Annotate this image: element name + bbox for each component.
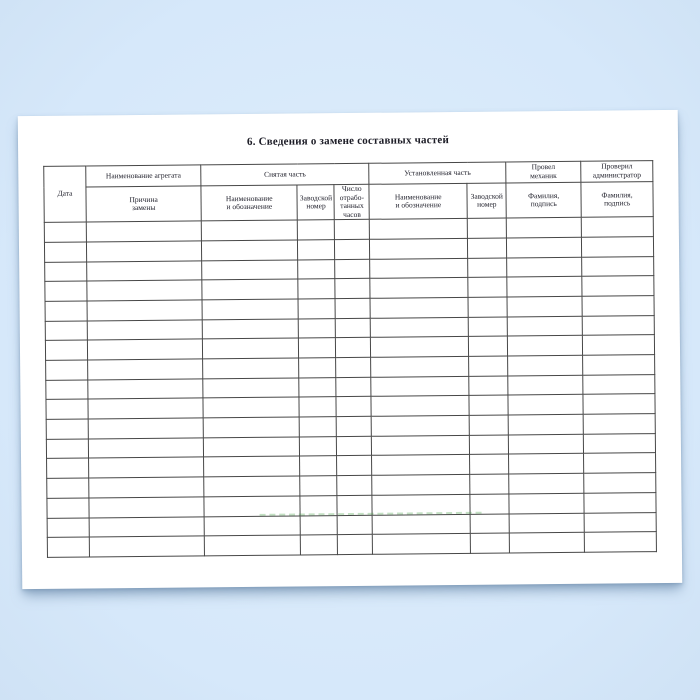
empty-cell [299, 358, 336, 378]
empty-cell [203, 378, 299, 399]
empty-cell [371, 376, 469, 397]
empty-cell [369, 219, 467, 240]
empty-cell [298, 279, 335, 299]
empty-cell [45, 281, 87, 301]
empty-cell [300, 476, 337, 496]
empty-cell [301, 535, 338, 555]
empty-cell [582, 335, 654, 355]
empty-cell [470, 435, 509, 455]
empty-cell [583, 433, 655, 453]
empty-cell [45, 340, 87, 360]
empty-cell [470, 513, 509, 533]
empty-cell [508, 355, 583, 375]
empty-cell [371, 356, 469, 377]
empty-cell [335, 219, 370, 239]
empty-cell [204, 456, 300, 477]
empty-cell [203, 358, 299, 379]
empty-cell [45, 262, 87, 282]
empty-cell [47, 478, 89, 498]
empty-cell [583, 414, 655, 434]
empty-cell [337, 456, 372, 476]
empty-cell [45, 321, 87, 341]
header-installed-part-group: Установленная часть [369, 162, 506, 184]
empty-cell [336, 338, 371, 358]
empty-cell [47, 518, 89, 538]
empty-cell [584, 532, 656, 552]
empty-cell [337, 475, 372, 495]
empty-cell [87, 339, 202, 360]
empty-cell [371, 396, 469, 417]
empty-cell [89, 477, 204, 498]
empty-cell [300, 495, 337, 515]
empty-cell [87, 260, 202, 281]
table-header [44, 161, 654, 223]
empty-cell [89, 516, 204, 537]
empty-cell [372, 455, 470, 476]
empty-cell [204, 515, 300, 536]
header-installed-factory-number: Заводской номер [467, 183, 506, 219]
empty-cell [508, 375, 583, 395]
empty-cell [336, 318, 371, 338]
empty-cell [467, 218, 506, 238]
page-title: 6. Сведения о замене составных частей [246, 134, 450, 148]
empty-cell [370, 238, 468, 259]
empty-cell [583, 374, 655, 394]
empty-cell [47, 537, 89, 557]
empty-cell [299, 377, 336, 397]
empty-cell [44, 242, 86, 262]
empty-cell [46, 419, 88, 439]
document-page [18, 110, 683, 589]
empty-cell [204, 535, 300, 556]
empty-cell [203, 397, 299, 418]
empty-cell [299, 338, 336, 358]
empty-cell [508, 336, 583, 356]
empty-cell [582, 256, 654, 276]
header-removed-factory-number: Заводской номер [297, 185, 334, 221]
empty-cell [337, 416, 372, 436]
empty-cell [88, 398, 203, 419]
empty-cell [87, 320, 202, 341]
header-reason: Причина замены [86, 186, 201, 222]
empty-cell [507, 277, 582, 297]
empty-cell [46, 360, 88, 380]
header-hours-worked: Число отрабо- танных часов [334, 184, 369, 220]
empty-cell [298, 220, 335, 240]
empty-cell [507, 316, 582, 336]
empty-cell [47, 498, 89, 518]
empty-cell [88, 359, 203, 380]
empty-cell [88, 418, 203, 439]
empty-cell [507, 296, 582, 316]
empty-cell [338, 534, 373, 554]
empty-cell [202, 240, 298, 261]
empty-cell [46, 380, 88, 400]
empty-cell [584, 512, 656, 532]
empty-cell [470, 474, 509, 494]
empty-cell [338, 515, 373, 535]
empty-cell [336, 377, 371, 397]
empty-cell [370, 258, 468, 279]
empty-cell [509, 473, 584, 493]
empty-cell [88, 379, 203, 400]
empty-cell [203, 417, 299, 438]
empty-cell [300, 515, 337, 535]
empty-cell [468, 258, 507, 278]
header-aggregate-name: Наименование агрегата [86, 165, 201, 187]
empty-cell [89, 536, 204, 557]
empty-cell [201, 220, 297, 241]
empty-cell [372, 534, 470, 555]
header-removed-part-group: Снятая часть [201, 163, 369, 186]
empty-cell [506, 217, 581, 237]
empty-cell [507, 237, 582, 257]
empty-cell [470, 494, 509, 514]
empty-cell [336, 357, 371, 377]
empty-cell [203, 338, 299, 359]
empty-cell [337, 436, 372, 456]
empty-cell [583, 394, 655, 414]
empty-cell [337, 495, 372, 515]
empty-cell [47, 458, 89, 478]
empty-cell [86, 241, 201, 262]
empty-cell [468, 297, 507, 317]
empty-cell [335, 279, 370, 299]
empty-cell [372, 494, 470, 515]
empty-cell [372, 514, 470, 535]
empty-cell [468, 317, 507, 337]
empty-cell [370, 297, 468, 318]
empty-cell [509, 434, 584, 454]
empty-cell [509, 493, 584, 513]
header-row-2 [44, 182, 653, 223]
empty-cell [584, 453, 656, 473]
empty-cell [509, 513, 584, 533]
empty-cell [202, 299, 298, 320]
empty-cell [470, 454, 509, 474]
empty-cell [298, 259, 335, 279]
empty-cell [89, 457, 204, 478]
empty-cell [298, 299, 335, 319]
replacement-parts-table [43, 160, 657, 558]
empty-cell [203, 437, 299, 458]
empty-cell [370, 317, 468, 338]
empty-cell [299, 417, 336, 437]
empty-cell [335, 259, 370, 279]
empty-cell [300, 436, 337, 456]
empty-cell [335, 239, 370, 259]
empty-cell [581, 217, 653, 237]
empty-cell [299, 318, 336, 338]
empty-cell [299, 397, 336, 417]
empty-cell [300, 456, 337, 476]
empty-cell [86, 221, 201, 242]
empty-cell [46, 439, 88, 459]
empty-cell [372, 474, 470, 495]
header-administrator-group: Проверил администратор [581, 161, 653, 183]
header-mechanic-group: Провел механик [506, 161, 581, 183]
empty-cell [507, 257, 582, 277]
empty-cell [87, 300, 202, 321]
header-removed-name: Наименование и обозначение [201, 185, 298, 221]
empty-cell [469, 415, 508, 435]
empty-cell [202, 260, 298, 281]
form-table-body [44, 217, 656, 558]
empty-cell [469, 336, 508, 356]
empty-cell [582, 296, 654, 316]
empty-cell [469, 376, 508, 396]
empty-cell [509, 532, 584, 552]
empty-cell [336, 397, 371, 417]
header-installed-name: Наименование и обозначение [369, 183, 467, 219]
empty-cell [584, 492, 656, 512]
empty-cell [335, 298, 370, 318]
empty-cell [45, 301, 87, 321]
empty-cell [298, 240, 335, 260]
empty-cell [46, 399, 88, 419]
empty-cell [371, 337, 469, 358]
empty-cell [44, 222, 86, 242]
empty-cell [470, 533, 509, 553]
empty-cell [509, 454, 584, 474]
empty-cell [370, 278, 468, 299]
header-date: Дата [44, 166, 87, 223]
empty-cell [508, 414, 583, 434]
header-administrator-signature: Фамилия, подпись [581, 182, 653, 218]
header-mechanic-signature: Фамилия, подпись [506, 182, 581, 218]
empty-cell [583, 355, 655, 375]
empty-cell [469, 356, 508, 376]
empty-cell [202, 279, 298, 300]
empty-cell [582, 276, 654, 296]
empty-cell [204, 476, 300, 497]
empty-cell [508, 395, 583, 415]
empty-cell [468, 277, 507, 297]
empty-cell [582, 315, 654, 335]
empty-cell [469, 395, 508, 415]
empty-cell [584, 473, 656, 493]
empty-cell [89, 497, 204, 518]
empty-cell [372, 435, 470, 456]
empty-cell [87, 280, 202, 301]
empty-cell [204, 496, 300, 517]
empty-cell [371, 415, 469, 436]
empty-cell [582, 236, 654, 256]
empty-cell [202, 319, 298, 340]
empty-cell [88, 438, 203, 459]
empty-cell [468, 238, 507, 258]
